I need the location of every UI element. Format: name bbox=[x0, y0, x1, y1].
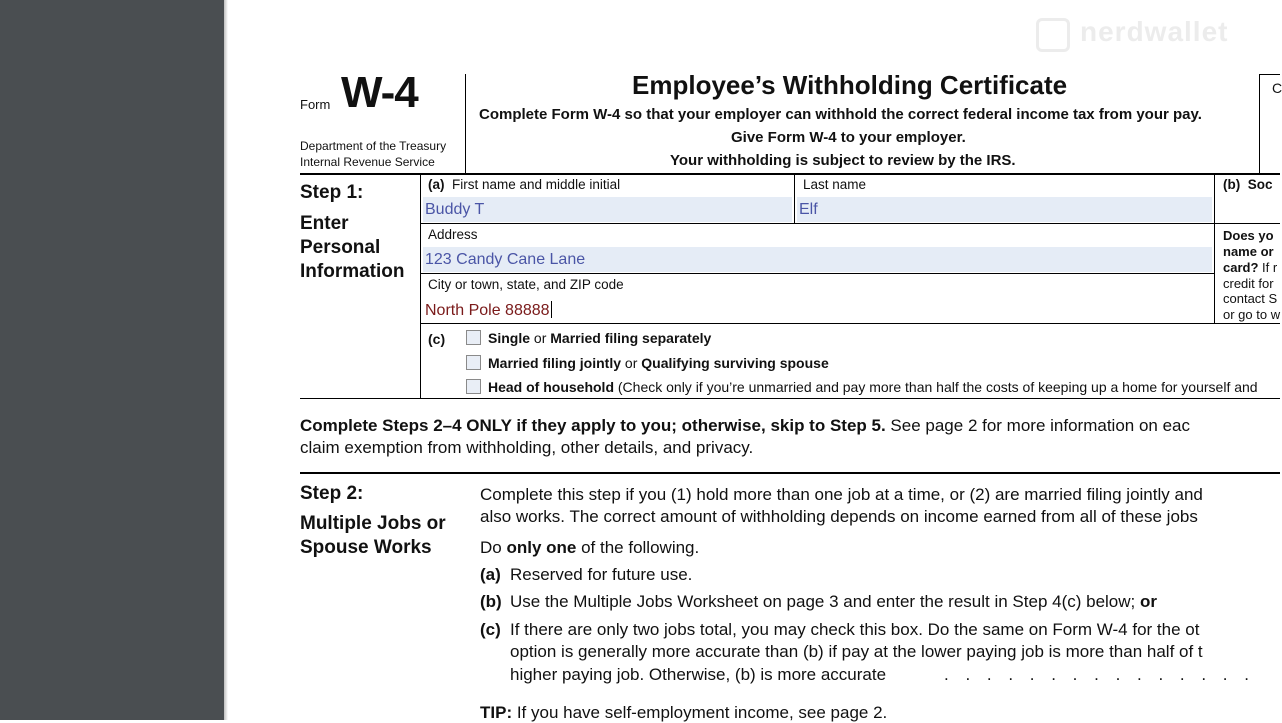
row-rule-1 bbox=[420, 223, 1280, 224]
form-number: W-4 bbox=[341, 68, 418, 117]
right-column-divider bbox=[1214, 174, 1215, 324]
side-note-line5: contact S bbox=[1223, 291, 1278, 306]
document-page bbox=[228, 0, 1280, 720]
subtitle-line3: Your withholding is subject to review by the IRS. bbox=[670, 152, 1016, 169]
tip-bold: TIP: bbox=[480, 703, 513, 722]
first-name-prefix: (a) bbox=[428, 177, 445, 192]
step2-heading: Step 2: bbox=[300, 483, 364, 504]
filing-status-prefix: (c) bbox=[428, 331, 446, 347]
option-a-text: Reserved for future use. bbox=[510, 565, 693, 584]
first-name-value[interactable]: Buddy T bbox=[425, 201, 485, 218]
option-b-or: or bbox=[1135, 592, 1157, 611]
option-c-label: (c) bbox=[480, 620, 501, 639]
notice-bold: Complete Steps 2–4 ONLY if they apply to you; otherwise, skip to Step 5. bbox=[300, 416, 886, 435]
head-of-household-option-label bbox=[488, 379, 1258, 395]
side-note-line1: Does yo bbox=[1223, 228, 1274, 243]
married-jointly-option-label bbox=[488, 355, 829, 371]
n-logo-icon bbox=[1036, 18, 1070, 52]
row-rule-2 bbox=[420, 273, 1214, 274]
name-divider bbox=[794, 174, 795, 224]
married-separately-text: Married filing separately bbox=[550, 330, 712, 346]
side-note-line2: name or bbox=[1223, 244, 1274, 259]
option-a-label: (a) bbox=[480, 565, 501, 584]
option-c-line3: higher paying job. Otherwise, (b) is more accurate bbox=[510, 665, 887, 684]
married-jointly-checkbox[interactable] bbox=[466, 355, 481, 370]
notice-line1 bbox=[300, 416, 1190, 436]
header-divider-left bbox=[465, 74, 466, 174]
do-only-one bbox=[480, 538, 699, 558]
or-text-1: or bbox=[530, 330, 551, 346]
single-option-label bbox=[488, 330, 711, 346]
step1-left-border bbox=[420, 174, 421, 399]
step1-desc: Enter Personal Information bbox=[300, 213, 405, 282]
last-name-field[interactable] bbox=[797, 197, 1212, 222]
form-label: Form bbox=[300, 97, 331, 112]
do-suffix: of the following. bbox=[576, 538, 700, 557]
option-b-label: (b) bbox=[480, 592, 502, 611]
step2-desc: Multiple Jobs or Spouse Works bbox=[300, 513, 446, 558]
side-note-line3-bold: card? bbox=[1223, 260, 1259, 275]
city-label: City or town, state, and ZIP code bbox=[428, 277, 624, 292]
side-note-line3 bbox=[1223, 260, 1277, 276]
option-c-line1: If there are only two jobs total, you may check this box. Do the same on Form W-4 for the ot bbox=[510, 620, 1200, 639]
step1-bottom-rule bbox=[300, 398, 1280, 399]
text-cursor bbox=[551, 301, 552, 318]
single-checkbox[interactable] bbox=[466, 330, 481, 345]
header-top-right bbox=[1259, 74, 1280, 75]
dept-line2: Internal Revenue Service bbox=[300, 155, 435, 169]
ssn-label bbox=[1223, 177, 1273, 192]
tip-text: If you have self-employment income, see page 2. bbox=[512, 703, 888, 722]
head-of-household-note: (Check only if you’re unmarried and pay more than half the costs of keeping up a home for yourself and bbox=[614, 379, 1258, 395]
form-title: Employee’s Withholding Certificate bbox=[632, 70, 1068, 100]
subtitle-line1: Complete Form W-4 so that your employer can withhold the correct federal income tax from your pay. bbox=[479, 106, 1202, 123]
right-edge-char: C bbox=[1272, 80, 1282, 96]
city-value[interactable]: North Pole 88888 bbox=[425, 302, 550, 319]
last-name-value[interactable]: Elf bbox=[799, 201, 818, 218]
side-note-line3-rest: If r bbox=[1258, 260, 1278, 275]
watermark-brand: nerdwallet bbox=[1080, 16, 1229, 47]
step2-para-line2: also works. The correct amount of withholding depends on income earned from all of these jobs bbox=[480, 507, 1198, 526]
address-value[interactable]: 123 Candy Cane Lane bbox=[425, 251, 586, 268]
step1-heading: Step 1: bbox=[300, 182, 364, 203]
city-field[interactable] bbox=[425, 301, 552, 320]
tip-line bbox=[480, 703, 887, 723]
subtitle-line2: Give Form W-4 to your employer. bbox=[731, 129, 966, 146]
head-of-household-text: Head of household bbox=[488, 379, 614, 395]
side-note-line6: or go to w bbox=[1223, 307, 1281, 322]
first-name-label-text: First name and middle initial bbox=[452, 177, 621, 192]
viewer-sidebar bbox=[0, 0, 224, 720]
side-note-line4: credit for bbox=[1223, 276, 1274, 291]
notice-rest: See page 2 for more information on eac bbox=[885, 416, 1190, 435]
header-bottom-rule bbox=[300, 173, 1280, 175]
address-label: Address bbox=[428, 227, 478, 242]
ssn-prefix: (b) bbox=[1223, 177, 1241, 192]
head-of-household-checkbox[interactable] bbox=[466, 379, 481, 394]
notice-line2: claim exemption from withholding, other details, and privacy. bbox=[300, 438, 754, 457]
option-c-leader-dots: . . . . . . . . . . . . . . . bbox=[944, 665, 1255, 684]
single-text: Single bbox=[488, 330, 531, 346]
option-b-text: Use the Multiple Jobs Worksheet on page 3 and enter the result in Step 4(c) below; bbox=[510, 592, 1136, 611]
row-rule-3 bbox=[420, 323, 1280, 324]
ssn-label-text: Soc bbox=[1247, 177, 1273, 192]
option-b-line bbox=[510, 592, 1157, 612]
header-divider-right bbox=[1259, 74, 1260, 174]
married-jointly-text: Married filing jointly bbox=[488, 355, 622, 371]
or-text-2: or bbox=[621, 355, 642, 371]
first-name-label bbox=[428, 177, 620, 192]
do-prefix: Do bbox=[480, 538, 507, 557]
step2-para-line1: Complete this step if you (1) hold more than one job at a time, or (2) are married filing jointly and bbox=[480, 485, 1203, 504]
last-name-label: Last name bbox=[803, 177, 867, 192]
option-c-line2: option is generally more accurate than (b) if pay at the lower paying job is more than half of t bbox=[510, 642, 1203, 661]
dept-line1: Department of the Treasury bbox=[300, 139, 447, 153]
notice-bottom-rule bbox=[300, 472, 1280, 474]
surviving-spouse-text: Qualifying surviving spouse bbox=[641, 355, 829, 371]
do-bold: only one bbox=[506, 538, 577, 557]
